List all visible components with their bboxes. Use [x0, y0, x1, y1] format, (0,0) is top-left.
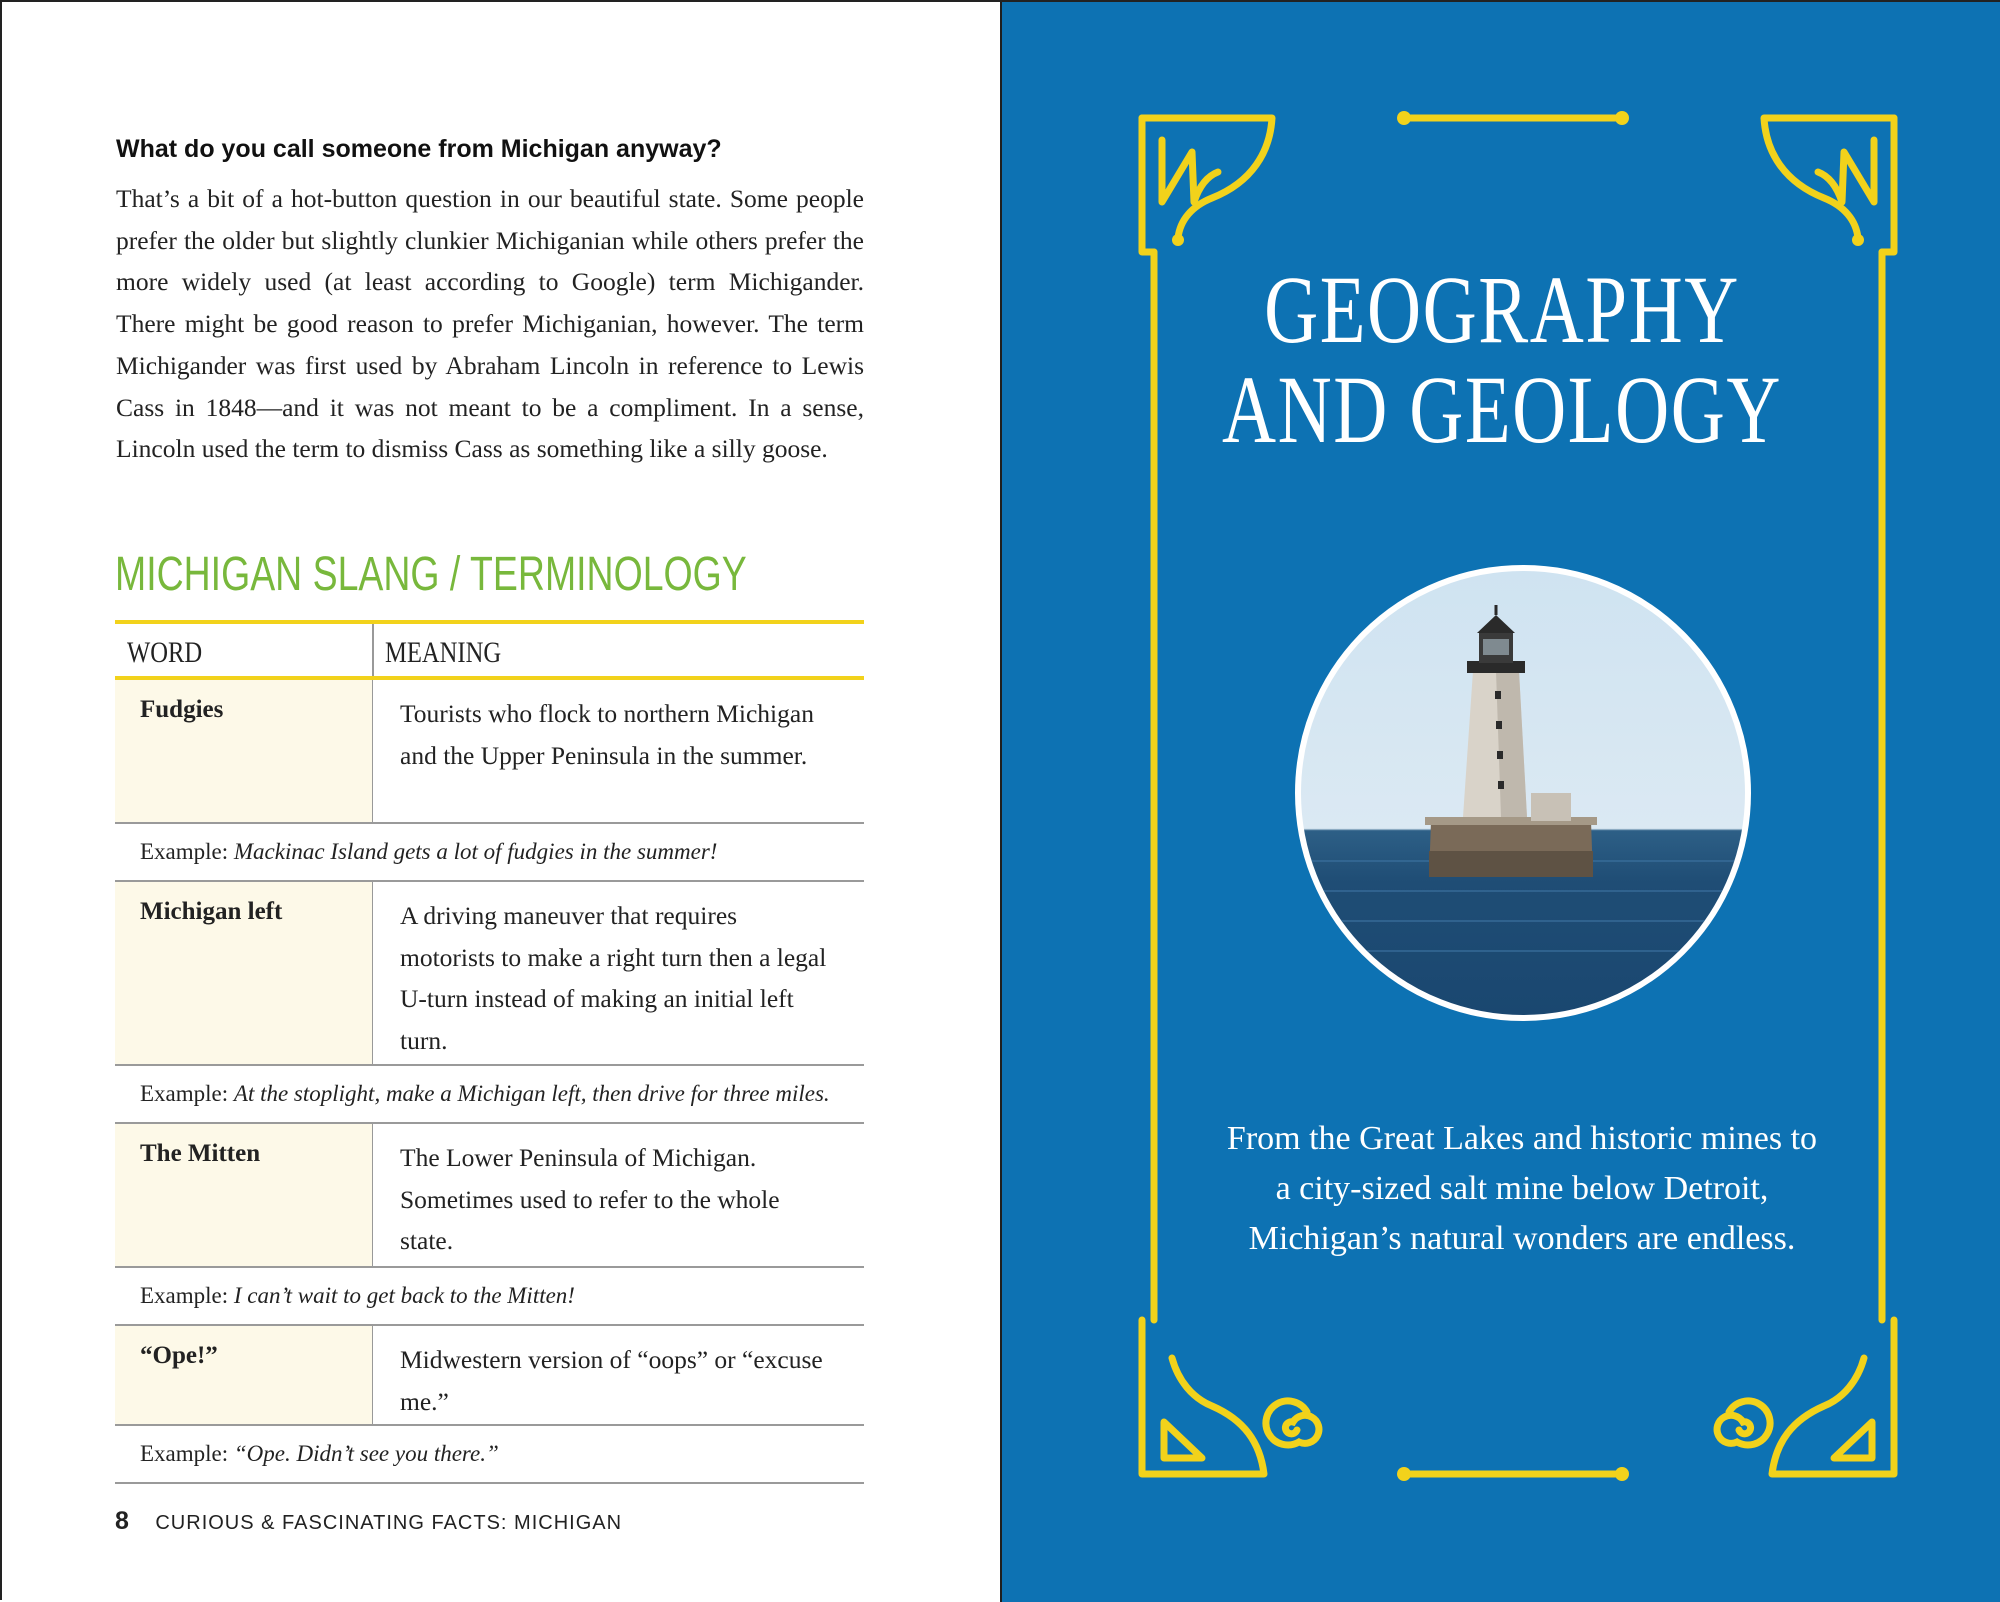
example-label: Example:: [140, 1081, 229, 1106]
example-text: Mackinac Island gets a lot of fudgies in the summer!: [233, 839, 718, 864]
example-text: I can’t wait to get back to the Mitten!: [233, 1283, 575, 1308]
example-row: [115, 1066, 864, 1122]
table-row: [115, 1124, 864, 1266]
section-title: MICHIGAN SLANG / TERMINOLOGY: [115, 548, 747, 601]
column-divider: [372, 624, 374, 676]
question-paragraph-text: That’s a bit of a hot-button question in our beautiful state. Some people prefer the older but slightly clunkier Michiganian while others prefer the more widely used (at least according to Google) term Michigander. There might be good reason to prefer Michiganian, however. The term Michigander was first used by Abraham Lincoln in reference to Lewis Cass in 1848—and it was not meant to be a compliment. In a sense, Lincoln used the term to dismiss Cass as something like a silly goose.: [116, 184, 864, 464]
page-number: 8: [115, 1507, 129, 1535]
word-cell: The Mitten: [115, 1124, 373, 1266]
right-page: [1002, 2, 2000, 1602]
page-footer: [115, 1507, 622, 1536]
row-divider: [115, 1482, 864, 1484]
table-row: [115, 882, 864, 1064]
word-cell: Fudgies: [115, 680, 373, 822]
example-text: “Ope. Didn’t see you there.”: [233, 1441, 499, 1466]
example-row: [115, 824, 864, 880]
chapter-description: From the Great Lakes and historic mines to a city-sized salt mine below Detroit, Michigan’s natural wonders are endless.: [1226, 1120, 1818, 1257]
left-page: [2, 2, 1002, 1602]
table-header: [115, 624, 864, 676]
lighthouse-illustration: [1301, 571, 1745, 1015]
example-label: Example:: [140, 1283, 229, 1308]
question-heading: What do you call someone from Michigan anyway?: [116, 135, 722, 163]
meaning-cell: Midwestern version of “oops” or “excuse me.”: [400, 1345, 823, 1416]
table-row: [115, 680, 864, 822]
word-cell: “Ope!”: [115, 1326, 373, 1424]
example-row: [115, 1426, 864, 1482]
column-header-meaning: MEANING: [385, 636, 502, 669]
example-row: [115, 1268, 864, 1324]
column-header-word: WORD: [127, 636, 203, 669]
chapter-title-line2: AND GEOLOGY: [1222, 356, 1782, 463]
word-cell: Michigan left: [115, 882, 373, 1064]
meaning-cell: The Lower Peninsula of Michigan. Sometimes used to refer to the whole state.: [400, 1143, 780, 1256]
example-text: At the stoplight, make a Michigan left, then drive for three miles.: [233, 1081, 830, 1106]
chapter-title-line1: GEOGRAPHY: [1264, 256, 1740, 363]
chapter-title: [1112, 256, 1892, 463]
example-label: Example:: [140, 839, 229, 864]
slang-table: [115, 620, 864, 1484]
meaning-cell: A driving maneuver that requires motorists to make a right turn then a legal U-turn instead of making an initial left turn.: [400, 901, 827, 1056]
meaning-cell: Tourists who flock to northern Michigan and the Upper Peninsula in the summer.: [400, 699, 814, 770]
running-title: CURIOUS & FASCINATING FACTS: MICHIGAN: [155, 1512, 623, 1534]
example-label: Example:: [140, 1441, 229, 1466]
question-paragraph: [116, 178, 864, 470]
lighthouse-photo: [1295, 565, 1751, 1021]
table-row: [115, 1326, 864, 1424]
